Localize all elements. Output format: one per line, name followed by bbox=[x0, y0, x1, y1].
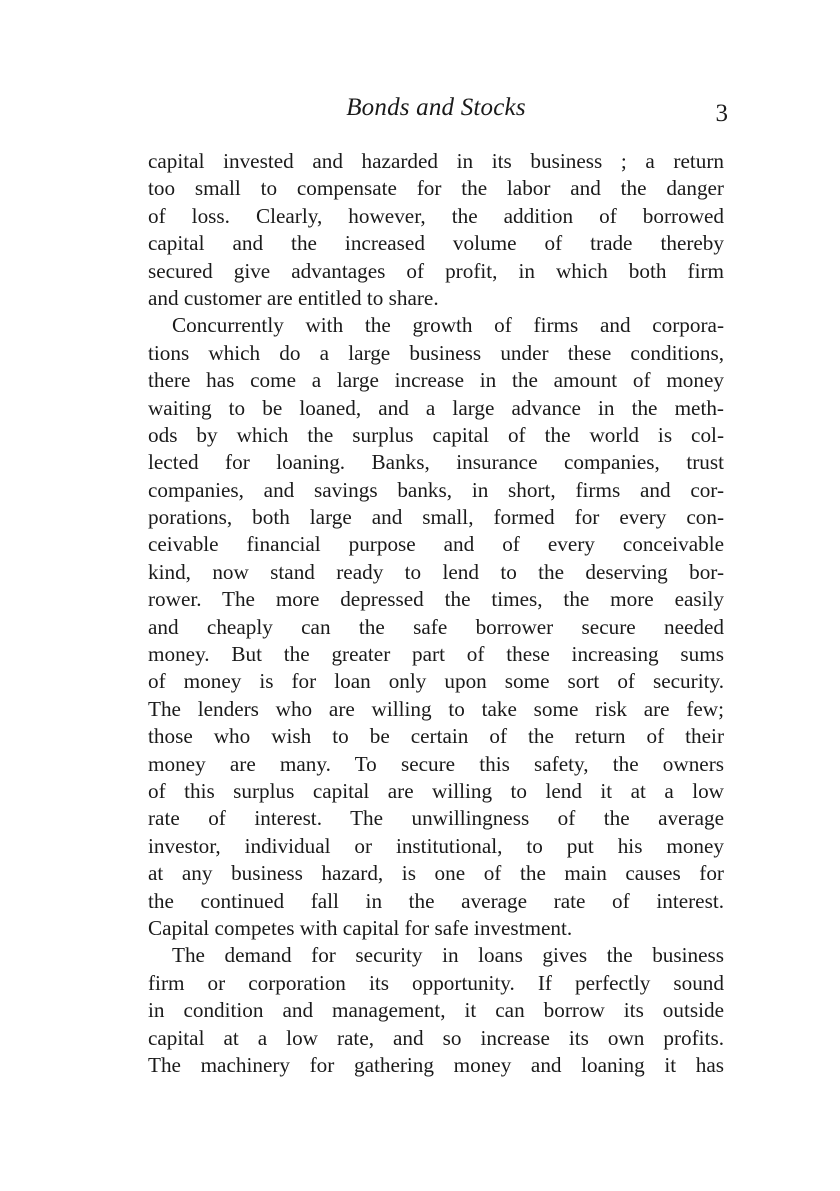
text-line-content: The lenders who are willing to take some risk are few; bbox=[148, 696, 724, 721]
text-line bbox=[148, 285, 724, 312]
text-line-content: secured give advantages of profit, in which both firm bbox=[148, 258, 724, 283]
text-line-content: tions which do a large business under these conditions, bbox=[148, 340, 724, 365]
text-line-content: The machinery for gathering money and loaning it has bbox=[148, 1052, 724, 1077]
text-line bbox=[148, 477, 724, 504]
text-line bbox=[148, 203, 724, 230]
paragraph bbox=[148, 148, 724, 312]
text-line bbox=[148, 422, 724, 449]
text-line bbox=[148, 1052, 724, 1079]
text-line-content: the continued fall in the average rate of interest. bbox=[148, 888, 724, 913]
text-line-content: capital at a low rate, and so increase its own profits. bbox=[148, 1025, 724, 1050]
text-line-content: of this surplus capital are willing to lend it at a low bbox=[148, 778, 724, 803]
text-line bbox=[148, 586, 724, 613]
text-line-content: kind, now stand ready to lend to the deserving bor- bbox=[148, 559, 724, 584]
text-line-content: rate of interest. The unwillingness of the average bbox=[148, 806, 724, 831]
running-title: Bonds and Stocks bbox=[346, 94, 526, 121]
text-line-content: ods by which the surplus capital of the world is col- bbox=[148, 422, 724, 447]
text-line-content: capital invested and hazarded in its business ; a return bbox=[148, 149, 724, 173]
text-line bbox=[148, 175, 724, 202]
book-page bbox=[148, 88, 728, 1079]
text-line bbox=[148, 833, 724, 860]
text-line-content: capital and the increased volume of trade thereby bbox=[148, 231, 724, 256]
text-line-content: in condition and management, it can borrow its outside bbox=[148, 998, 724, 1023]
text-line bbox=[148, 258, 724, 285]
text-line bbox=[148, 504, 724, 531]
text-line-content: those who wish to be certain of the return of their bbox=[148, 724, 724, 749]
text-line bbox=[148, 970, 724, 997]
text-line bbox=[148, 778, 724, 805]
text-line bbox=[148, 860, 724, 887]
text-line bbox=[148, 230, 724, 257]
text-line bbox=[148, 668, 724, 695]
text-line bbox=[148, 805, 724, 832]
text-line-content: The demand for security in loans gives the business bbox=[172, 943, 724, 968]
text-line-content: firm or corporation its opportunity. If perfectly sound bbox=[148, 970, 724, 995]
text-line bbox=[148, 696, 724, 723]
text-line bbox=[148, 340, 724, 367]
text-line bbox=[148, 915, 724, 942]
text-line-content: of loss. Clearly, however, the addition of borrowed bbox=[148, 203, 724, 228]
text-line-content: Concurrently with the growth of firms and corpora- bbox=[172, 313, 724, 338]
text-line-content: companies, and savings banks, in short, firms and cor- bbox=[148, 477, 724, 502]
text-line bbox=[148, 148, 724, 175]
text-line bbox=[148, 367, 724, 394]
body-text bbox=[148, 148, 724, 1079]
text-line bbox=[148, 1025, 724, 1052]
text-line-content: and cheaply can the safe borrower secure needed bbox=[148, 614, 724, 639]
text-line bbox=[148, 559, 724, 586]
text-line bbox=[148, 888, 724, 915]
text-line-content: lected for loaning. Banks, insurance companies, trust bbox=[148, 450, 724, 475]
paragraph bbox=[148, 312, 724, 942]
text-line bbox=[148, 723, 724, 750]
text-line-content: Capital competes with capital for safe investment. bbox=[148, 915, 573, 940]
text-line-content: there has come a large increase in the amount of money bbox=[148, 368, 724, 393]
text-line-content: of money is for loan only upon some sort of security. bbox=[148, 669, 724, 694]
text-line bbox=[148, 312, 724, 339]
text-line bbox=[148, 531, 724, 558]
text-line bbox=[148, 449, 724, 476]
page-number: 3 bbox=[715, 100, 728, 127]
text-line-content: money are many. To secure this safety, the owners bbox=[148, 751, 724, 776]
text-line-content: money. But the greater part of these increasing sums bbox=[148, 642, 724, 667]
paragraph bbox=[148, 942, 724, 1079]
text-line-content: rower. The more depressed the times, the more easily bbox=[148, 587, 724, 612]
text-line bbox=[148, 395, 724, 422]
text-line-content: investor, individual or institutional, to put his money bbox=[148, 833, 724, 858]
text-line bbox=[148, 641, 724, 668]
text-line-content: and customer are entitled to share. bbox=[148, 285, 439, 310]
text-line-content: waiting to be loaned, and a large advance in the meth- bbox=[148, 395, 724, 420]
text-line-content: porations, both large and small, formed for every con- bbox=[148, 505, 724, 530]
running-head bbox=[148, 88, 728, 132]
text-line-content: ceivable financial purpose and of every conceivable bbox=[148, 532, 724, 557]
text-line-content: too small to compensate for the labor and the danger bbox=[148, 176, 724, 201]
text-line bbox=[148, 997, 724, 1024]
text-line bbox=[148, 751, 724, 778]
text-line bbox=[148, 614, 724, 641]
text-line-content: at any business hazard, is one of the main causes for bbox=[148, 861, 724, 886]
text-line bbox=[148, 942, 724, 969]
